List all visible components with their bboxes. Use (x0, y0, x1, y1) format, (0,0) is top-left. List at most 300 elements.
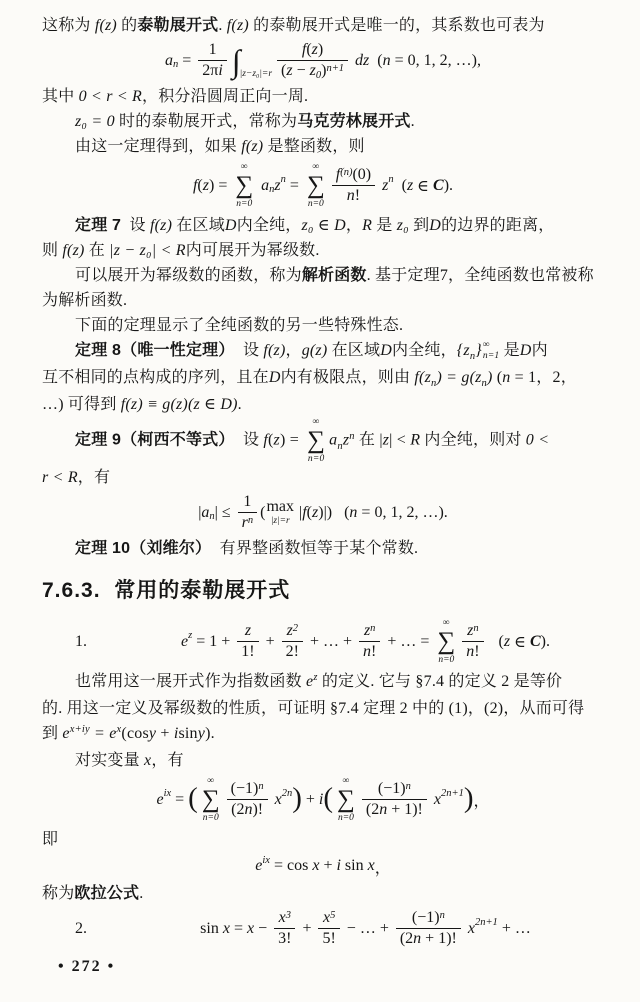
text-run: 在 (84, 241, 110, 259)
text-line (42, 263, 604, 288)
math-var-run: f (192, 176, 198, 194)
fraction-numerator (318, 909, 339, 929)
math-var-run: D (268, 368, 281, 386)
math-var-run: e (181, 632, 189, 650)
math-var-run: x (144, 751, 152, 769)
subscript: 0 (315, 70, 322, 82)
fraction-denominator (462, 642, 483, 661)
fraction-denominator (238, 513, 257, 532)
fraction-denominator (282, 642, 303, 661)
integral-limit: |z−z₀|=r (239, 68, 273, 79)
text-line (42, 288, 604, 313)
text-run: 的泰勒展开式是唯一的，其系数也可表为 (248, 17, 545, 34)
big-paren: ) (292, 782, 302, 815)
text-run: 1 (243, 492, 252, 510)
text-run: = cos (269, 857, 313, 875)
math-var-run: n (363, 643, 372, 661)
fraction (238, 493, 257, 533)
superscript: n (405, 781, 411, 792)
fraction-denominator (274, 929, 295, 948)
text-run: . (410, 112, 415, 130)
math-var-run: f(z) (94, 17, 117, 34)
stacked-sub: n=1 (482, 351, 500, 362)
fraction (462, 622, 483, 662)
fraction (318, 909, 339, 949)
sigma-icon: ∑ (307, 426, 326, 454)
text-run: . (237, 395, 242, 413)
bold-term-run: 7.6.3. 常用的泰勒展开式 (42, 578, 291, 602)
fraction (332, 166, 375, 206)
text-run: ， (285, 341, 302, 359)
text-line (42, 109, 604, 134)
max-operator (266, 499, 294, 526)
text-run: = 0, 1, 2, …), (390, 51, 481, 69)
text-run: 5! (322, 930, 336, 948)
text-run: 在区域 (172, 216, 225, 234)
subscript: n (209, 511, 215, 523)
math-var-run: f(z) (62, 241, 85, 259)
text-run: ( (268, 431, 274, 449)
text-run: …) 可得到 (42, 395, 121, 413)
text-line (42, 721, 604, 748)
sum-lower-limit: n=0 (202, 813, 219, 824)
math-var-run: D (429, 216, 442, 234)
math-var-run: a (165, 51, 174, 69)
math-var-run: z₀ ∈ D (301, 216, 346, 234)
formula-content (255, 855, 390, 878)
stacked-scripts (483, 340, 500, 363)
text-run: 到 (42, 724, 63, 742)
text-line (42, 827, 604, 852)
text-run: 设 (234, 431, 264, 449)
superscript: z (313, 671, 318, 683)
text-run: ( (393, 176, 407, 194)
superscript: 3 (285, 909, 291, 921)
superscript: n (439, 909, 445, 921)
text-run: (−1) (230, 780, 259, 797)
text-run: ， (374, 859, 391, 877)
fraction-numerator (332, 166, 375, 186)
subscript: n (269, 184, 275, 196)
text-line (42, 213, 604, 238)
text-run: ! (474, 643, 480, 661)
superscript: n+1 (326, 63, 345, 75)
text-run: 这称为 (42, 17, 95, 34)
math-var-run: z (273, 431, 280, 449)
text-run: (−1) (377, 780, 406, 797)
big-paren: ) (463, 782, 474, 815)
text-line (42, 417, 604, 465)
math-var-run: f(z) (226, 17, 249, 34)
fraction-numerator (277, 41, 348, 61)
sum-operator (202, 776, 220, 824)
fraction (198, 41, 227, 81)
superscript: n (370, 622, 376, 634)
formula-content (200, 909, 531, 949)
subscript: n (481, 377, 487, 389)
text-run: 2π (202, 62, 219, 80)
fraction (227, 780, 268, 820)
superscript: 2n (281, 788, 293, 800)
text-run: ) = (279, 431, 304, 449)
sum-upper-limit: ∞ (342, 775, 350, 786)
display-formula (42, 776, 604, 824)
text-run: ，有 (77, 468, 111, 486)
sum-lower-limit: n=0 (307, 454, 325, 465)
fraction (237, 622, 258, 662)
math-var-run: 0 < (525, 431, 550, 449)
math-var-run: z (503, 632, 511, 650)
sum-lower-limit: n=0 (236, 198, 253, 209)
math-var-run: z₀ (396, 216, 409, 234)
bold-math-var-run: C (529, 632, 541, 650)
math-var-run: f(z) ≡ g(z)(z ∈ D) (120, 395, 238, 413)
big-paren: ( (323, 782, 334, 815)
math-var-run: z (286, 621, 293, 639)
page-content (42, 13, 604, 949)
sigma-icon: ∑ (201, 785, 220, 813)
formula-content (193, 162, 453, 210)
subscript: n (469, 350, 476, 362)
fraction-denominator (237, 642, 258, 661)
math-var-run: e (306, 672, 314, 690)
text-run: 内 (531, 341, 548, 359)
text-run: 3! (278, 930, 292, 948)
integral-operator (231, 42, 273, 79)
fraction-numerator (227, 780, 268, 800)
sum-upper-limit: ∞ (442, 617, 450, 628)
math-var-run: y (148, 724, 157, 742)
superscript: n (349, 430, 355, 442)
fraction-numerator (274, 909, 295, 929)
text-run: ). (540, 632, 550, 650)
sum-upper-limit: ∞ (312, 161, 320, 172)
math-var-run: R (410, 431, 421, 449)
math-var-run: x (463, 919, 475, 937)
sum-operator (437, 618, 455, 666)
text-run: = (229, 919, 247, 937)
math-var-run: 0 < r < R (78, 87, 143, 105)
superscript: x (116, 723, 122, 735)
text-line (42, 365, 604, 392)
text-run: 可以展开为幂级数的函数，称为 (75, 266, 302, 284)
math-var-run: i (318, 790, 324, 808)
math-var-run: z (312, 503, 319, 521)
text-run: = 1 + (192, 632, 235, 650)
text-run: | (295, 503, 303, 521)
fraction-denominator (332, 186, 375, 205)
fraction-numerator (238, 493, 257, 513)
fraction (396, 909, 461, 949)
text-run: 1 (208, 41, 217, 58)
integral-icon: ∫ (231, 42, 241, 79)
text-run: + (319, 857, 337, 875)
text-run: 2! (285, 643, 299, 661)
text-run: 由这一定理得到，如果 (75, 137, 242, 155)
text-run: + (156, 724, 174, 742)
math-var-run: z (363, 621, 371, 639)
text-line (42, 536, 604, 561)
text-run: 为解析函数. (42, 291, 128, 309)
text-run: ( (306, 503, 312, 521)
text-line (42, 669, 604, 696)
text-run: 内有极限点，则由 (280, 368, 415, 386)
superscript: n (473, 622, 479, 634)
subscript: n (431, 377, 437, 389)
display-formula (42, 855, 604, 878)
bold-term-run: 解析函数 (301, 266, 367, 284)
superscript: x+iy (69, 723, 90, 735)
text-run: 到 (408, 216, 430, 234)
math-var-run: x (278, 908, 286, 926)
bold-term-run: 定理 7 (75, 216, 122, 234)
math-var-run: n (502, 368, 511, 386)
text-run: 对实变量 (75, 751, 145, 769)
fraction (282, 622, 303, 662)
fraction-denominator (362, 800, 427, 819)
math-var-run: z (274, 176, 281, 194)
bold-term-run: 定理 9（柯西不等式） (75, 431, 235, 449)
math-var-run: x (429, 790, 441, 808)
bold-term-run: 定理 8（唯一性定理） (75, 341, 235, 359)
math-var-run: r (241, 514, 248, 532)
text-run: 内全纯， (391, 341, 457, 359)
math-var-run: e (62, 724, 70, 742)
text-run: ( (197, 176, 203, 194)
math-var-run: z (286, 62, 293, 80)
math-var-run: i (336, 857, 341, 875)
text-run: ! (371, 643, 377, 661)
math-var-run: n (244, 801, 253, 819)
fraction-denominator (277, 61, 348, 80)
math-var-run: f (263, 431, 269, 449)
text-run: ( (486, 632, 504, 650)
superscript: n (388, 174, 394, 186)
sum-upper-limit: ∞ (312, 416, 320, 427)
text-run: (2 (365, 801, 380, 819)
text-run: 其中 (42, 87, 79, 105)
math-var-run: n (379, 801, 388, 819)
text-line (42, 313, 604, 338)
math-var-run: x (222, 919, 230, 937)
text-run: + … (497, 919, 531, 937)
text-line (42, 392, 604, 417)
text-run: sin (178, 724, 198, 742)
superscript: ix (163, 788, 172, 800)
text-run: 时的泰勒展开式，常称为 (114, 112, 298, 130)
superscript: ix (262, 854, 270, 866)
formula-number: 1. (75, 632, 87, 650)
math-var-run: = e (89, 724, 117, 742)
text-run: 在区域 (327, 341, 381, 359)
text-run: = 1，2， (510, 368, 577, 386)
math-var-run: z (342, 431, 350, 449)
math-var-run: f (335, 165, 341, 183)
text-run: sin (200, 919, 223, 937)
text-run: 内全纯，则对 (420, 431, 526, 449)
text-line (42, 134, 604, 159)
math-var-run: x (312, 857, 320, 875)
text-line (42, 338, 604, 365)
big-paren: ( (188, 782, 198, 815)
fraction (362, 780, 427, 820)
operator-name: max (266, 498, 295, 516)
fraction-denominator (359, 642, 380, 661)
text-run: 的. 用这一定义及幂级数的性质，可证明 §7.4 定理 2 中的 (1)，(2)，从而可得 (42, 699, 585, 717)
math-var-run: n (413, 930, 422, 948)
text-run: ，有 (151, 751, 184, 769)
math-var-run: f (301, 41, 307, 58)
math-var-run: z (202, 176, 209, 194)
math-var-run: n (349, 503, 358, 521)
bold-math-var-run: C (433, 176, 444, 194)
bold-term-run: 欧拉公式 (74, 884, 140, 902)
math-var-run: a (329, 431, 338, 449)
text-run: 互不相同的点构成的序列，且在 (42, 368, 269, 386)
text-run: ( (260, 503, 266, 521)
math-var-run: e (255, 857, 263, 875)
text-run: 是整函数，则 (263, 137, 365, 155)
math-var-run: a (257, 176, 270, 194)
formula-content (198, 493, 448, 533)
text-run: + (298, 919, 316, 937)
fraction-numerator (359, 622, 380, 642)
superscript: (n) (340, 166, 353, 178)
math-var-run: dz (351, 51, 370, 69)
operator-limit: |z|=r (270, 516, 290, 527)
math-var-run: x (367, 857, 375, 875)
sum-operator (235, 162, 253, 210)
math-var-run: ) = g(z (436, 368, 482, 386)
text-run: | ≤ (214, 503, 235, 521)
text-run: ) = (208, 176, 232, 194)
math-var-run: } (475, 341, 482, 359)
formula-content (156, 776, 489, 824)
sigma-icon: ∑ (235, 171, 254, 199)
math-var-run: g(z) (301, 341, 328, 359)
math-var-run: n (466, 643, 475, 661)
sigma-icon: ∑ (337, 785, 355, 813)
math-var-run: D (224, 216, 237, 234)
fraction-numerator (198, 41, 227, 61)
text-line (42, 748, 604, 773)
text-run: 则 (42, 241, 63, 259)
math-var-run: a (201, 503, 210, 521)
superscript: z (188, 630, 193, 642)
fraction-denominator (318, 929, 339, 948)
text-run: ! (354, 187, 361, 205)
math-var-run: z (382, 431, 390, 449)
text-run: ( (369, 51, 383, 69)
sum-upper-limit: ∞ (240, 161, 248, 172)
fraction-denominator (198, 61, 227, 80)
math-var-run: f (302, 503, 307, 521)
text-run: 的边界的距离， (441, 216, 555, 234)
text-line (42, 84, 604, 109)
text-run: sin (340, 857, 368, 875)
subscript: n (337, 440, 343, 452)
text-run: 是 (499, 341, 520, 359)
display-formula (42, 41, 604, 81)
text-run: = (178, 51, 196, 69)
text-run: = (285, 176, 303, 194)
text-line (42, 13, 604, 38)
sum-operator (307, 417, 325, 465)
stacked-sup: ∞ (482, 339, 490, 350)
math-var-run: z (244, 621, 252, 639)
sum-lower-limit: n=0 (307, 198, 324, 209)
text-run: (−1) (411, 908, 440, 926)
math-var-run: r < R (42, 468, 78, 486)
text-run: 的定义. 它与 §7.4 的定义 2 是等价 (317, 672, 563, 690)
sigma-icon: ∑ (306, 171, 325, 199)
text-run: 内可展开为幂级数. (185, 241, 320, 259)
text-run: ) (317, 41, 324, 58)
math-var-run: z (309, 62, 316, 80)
text-run: + (261, 632, 279, 650)
superscript: n (258, 781, 264, 792)
text-run: (2 (231, 801, 245, 819)
text-line (42, 881, 604, 906)
text-run: 内全纯， (236, 216, 302, 234)
text-run: 也常用这一展开式作为指数函数 (75, 672, 307, 690)
text-line (42, 238, 604, 263)
text-run: | < (389, 431, 411, 449)
text-run: ). (443, 176, 454, 194)
fraction-denominator (396, 929, 461, 948)
math-var-run: n (346, 187, 355, 205)
text-run: 在 | (354, 431, 383, 449)
math-var-run: D (519, 341, 532, 359)
math-var-run: f(z (414, 368, 431, 386)
text-run: 下面的定理显示了全纯函数的另一些特殊性态. (75, 316, 404, 334)
text-run: (2 (399, 930, 414, 948)
subscript: n (173, 59, 179, 71)
text-run: ，积分沿圆周正向一周. (142, 87, 309, 105)
math-var-run: y (197, 724, 206, 742)
text-run: + 1)! (387, 801, 423, 819)
text-run: + … + (305, 632, 357, 650)
text-run: )|) ( (318, 503, 350, 521)
sum-lower-limit: n=0 (338, 813, 354, 824)
math-var-run: e (156, 790, 164, 808)
text-run: )! (252, 801, 264, 819)
superscript: 2n+1 (474, 917, 498, 929)
text-run: 设 (234, 341, 264, 359)
text-run: = 0, 1, 2, …). (357, 503, 448, 521)
display-formula (42, 162, 604, 210)
text-run: . (218, 17, 227, 34)
math-var-run: z (467, 621, 474, 639)
math-var-run: x (322, 908, 331, 926)
math-var-run: z (378, 176, 389, 194)
math-var-run: D (380, 341, 392, 359)
math-var-run: x (246, 919, 255, 937)
math-var-run: i (218, 62, 223, 80)
fraction-numerator (462, 622, 483, 642)
sum-operator (307, 162, 325, 210)
fraction-denominator (227, 800, 268, 819)
superscript: 2 (292, 622, 299, 634)
superscript: n (247, 515, 254, 527)
text-run: ∈ (510, 633, 530, 651)
numbered-formula (42, 618, 604, 666)
text-run: = (171, 790, 189, 808)
fraction-numerator (396, 909, 461, 929)
numbered-formula (42, 909, 604, 949)
sum-upper-limit: ∞ (207, 775, 215, 786)
bold-term-run: 马克劳林展开式 (297, 112, 411, 130)
